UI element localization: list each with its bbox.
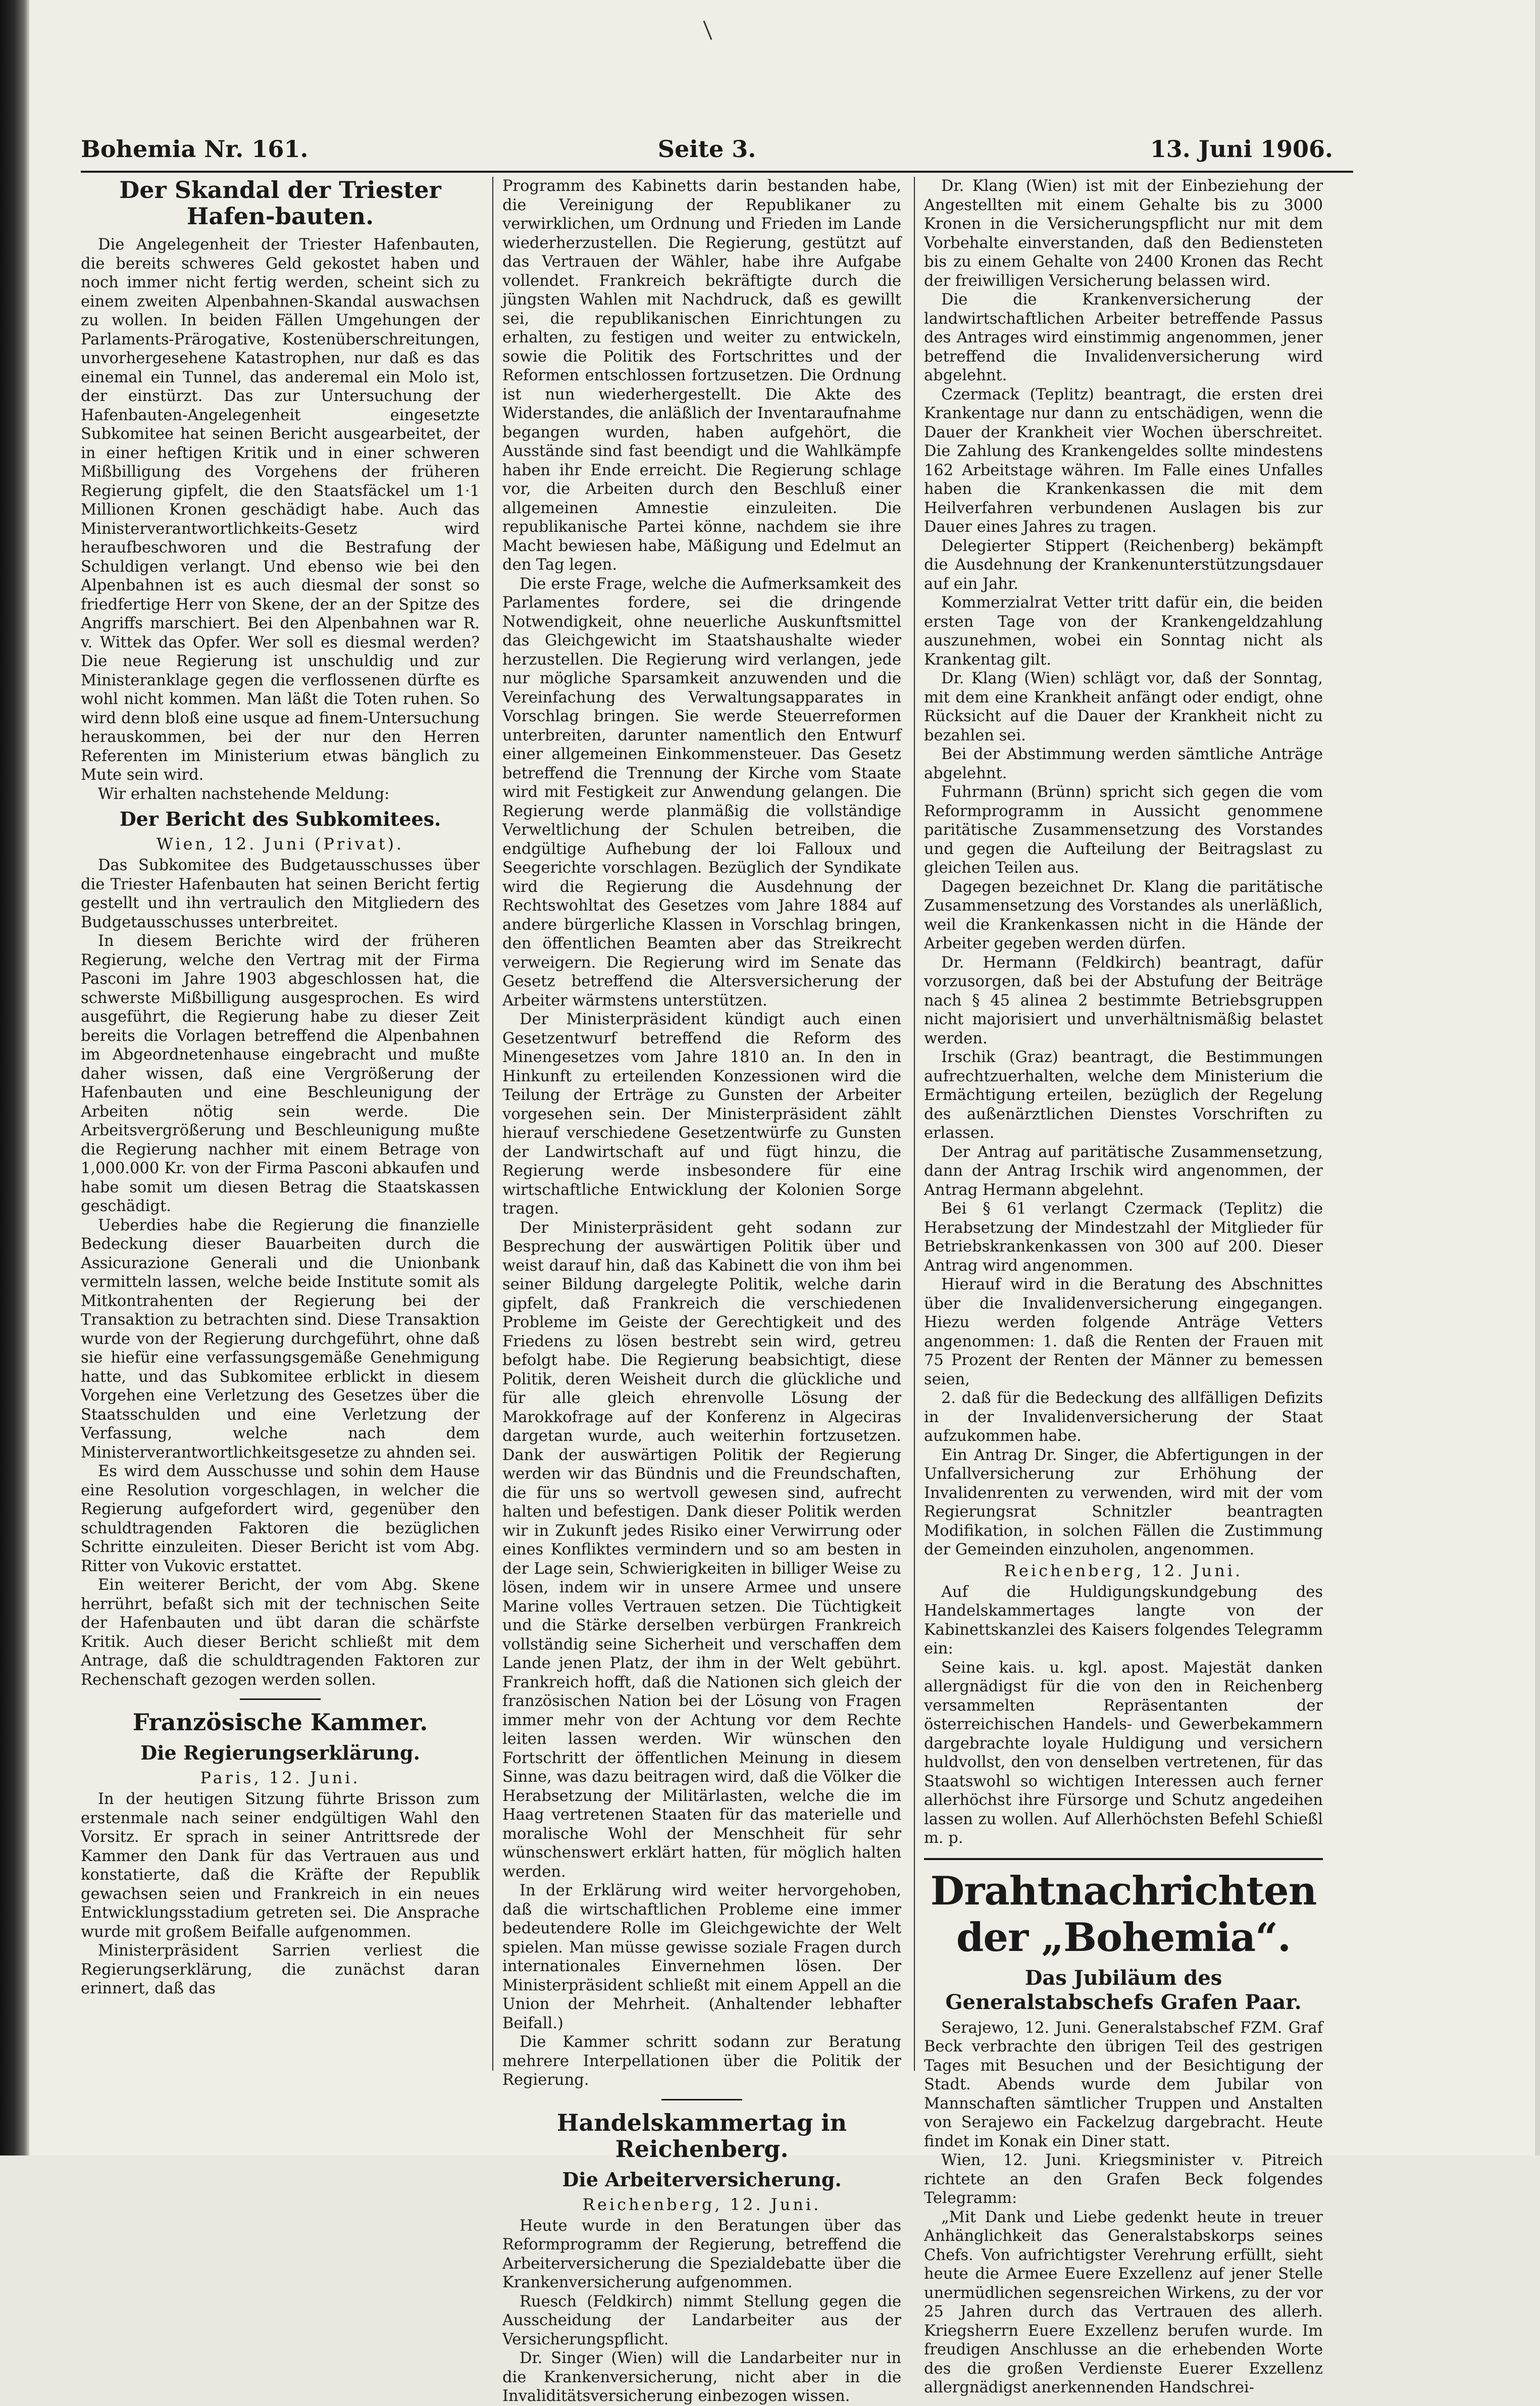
article-separator [240,1698,321,1700]
column-3 [924,177,1323,2397]
article-paragraph: 2. daß für die Bedeckung des allfälligen Defizits in der Invalidenversicherung der Staat aufzukommen habe. [924,1389,1323,1445]
article-paragraph: Der Ministerpräsident geht sodann zur Besprechung der auswärtigen Politik über und weist darauf hin, daß das Kabinett die von ihm bei seiner Bildung dargelegte Politik, welche darin gipfelt, daß Frankreich die verschiedenen Probleme im Geiste der Gerechtigkeit und des Friedens zu lösen bestrebt sein wird, getreu befolgt habe. Die Regierung beabsichtigt, diese Politik, deren Weisheit durch die glückliche und für alle gleich ehrenvolle Lösung der Marokkofrage auf der Konferenz in Algeciras dargetan wurde, auch weiterhin fortzusetzen. Dank der auswärtigen Politik der Regierung werden wir das Bündnis und die Freundschaften, die für uns so wertvoll gewesen sind, aufrecht halten und befestigen. Dank dieser Politik werden wir in Zukunft jedes Risiko einer Verwirrung oder eines Konfliktes vermindern und so am besten in der Lage sein, Schwierigkeiten in billiger Weise zu lösen, indem wir in unsere Armee und unsere Marine volles Vertrauen setzen. Die Tüchtigkeit und die Stärke derselben verbürgen Frankreich vollständig seine Sicherheit und verschaffen dem Lande jenen Platz, der ihm in der Welt gebührt. Frankreich hofft, daß die Nationen sich gleich der französischen Nation bei der Lösung von Fragen immer mehr von der Achtung vor dem Rechte leiten lassen werden. Wir wünschen den Fortschritt der öffentlichen Meinung in diesem Sinne, was dazu beitragen wird, daß die Völker die Herabsetzung der Militärlasten, welche die im Haag vertretenen Staaten für das materielle und moralische Wohl der Menschheit für sehr wünschenswert erklärt hatten, für möglich halten werden. [502,1219,901,1881]
article-paragraph: Hierauf wird in die Beratung des Abschnittes über die Invalidenversicherung eingegangen. Hiezu werden folgende Anträge Vetters angenommen: 1. daß die Renten der Frauen mit 75 Prozent der Renten der Männer zu bemessen seien, [924,1276,1323,1388]
article-paragraph: In der Erklärung wird weiter hervorgehoben, daß die wirtschaftlichen Probleme eine immer bedeutendere Rolle im Gleichgewichte der Welt spielen. Man müsse gewisse soziale Fragen durch internationales Einvernehmen lösen. Der Ministerpräsident schließt mit einem Appell an die Union der Mehrheit. (Anhaltender lebhafter Beifall.) [502,1882,901,2032]
article-paragraph: Das Subkomitee des Budgetausschusses über die Triester Hafenbauten hat seinen Bericht fertig gestellt und ihn vertraulich den Mitgliedern des Budgetausschusses unterbreitet. [81,857,480,931]
article-title-kammer: Französische Kammer. [132,1709,428,1736]
dateline: Reichenberg, 12. Juni. [582,2194,822,2214]
article-paragraph: In diesem Berichte wird der früheren Regierung, welche den Vertrag mit der Firma Pasconi im Jahre 1903 abgeschlossen hat, die schwerste Mißbilligung ausgesprochen. Es wird ausgeführt, die Regierung habe zu dieser Zeit bereits die Vorlagen betreffend die Alpenbahnen im Abgeordnetenhause eingebracht und mußte daher wissen, daß eine Vergrößerung der Hafenbauten und eine Beschleunigung der Arbeiten nötig sein werde. Die Arbeitsvergrößerung und Beschleunigung mußte die Regierung nachher mit einem Betrage von 1,000.000 Kr. von der Firma Pasconi abkaufen und habe somit um diesen Betrag die Staatskassen geschädigt. [81,932,480,1215]
column-rule-2 [914,177,915,2071]
article-paragraph: Dr. Singer (Wien) will die Landarbeiter nur in die Krankenversicherung, nicht aber in die Invaliditätsversicherung einbezogen wissen. [502,2349,901,2405]
article-paragraph: Ruesch (Feldkirch) nimmt Stellung gegen die Ausscheidung der Landarbeiter aus der Versicherungspflicht. [502,2292,901,2348]
article-paragraph: Die Angelegenheit der Triester Hafenbauten, die bereits schweres Geld gekostet haben und noch immer nicht fertig werden, scheint sich zu einem zweiten Alpenbahnen-Skandal auswachsen zu wollen. In beiden Fällen Umgehungen der Parlaments-Prärogative, Kostenüberschreitungen, unvorhergesehene Katastrophen, nur daß es das einemal ein Tunnel, das anderemal ein Molo ist, der einstürzt. Das zur Untersuchung der Hafenbauten-Angelegenheit eingesetzte Subkomitee hat seinen Bericht ausgearbeitet, der in einer heftigen Kritik und in einer schweren Mißbilligung des Vorgehens der früheren Regierung gipfelt, die den Staatsfäckel um 1·1 Millionen Kronen geschädigt habe. Auch das Ministerverantwortlichkeits-Gesetz wird heraufbeschworen und die Bestrafung der Schuldigen verlangt. Und ebenso wie bei den Alpenbahnen ist es auch diesmal der sonst so friedfertige Herr von Skene, der an der Spitze des Angriffs marschiert. Bei den Alpenbahnen war R. v. Wittek das Opfer. Wer soll es diesmal werden? Die neue Regierung ist unschuldig und zur Ministeranklage gegen die verflossenen dürfte es wohl nicht kommen. Man läßt die Toten ruhen. So wird denn bloß eine usque ad finem-Untersuchung herauskommen, bei der nur den Herren Referenten im Ministerium etwas bänglich zu Mute sein wird. [81,236,480,784]
dateline: Reichenberg, 12. Juni. [1004,1561,1243,1580]
article-paragraph: Ein weiterer Bericht, der vom Abg. Skene herrührt, befaßt sich mit der technischen Seite der Hafenbauten und übt daran die schärfste Kritik. Auch dieser Bericht schließt mit dem Antrage, daß die schuldtragenden Faktoren zur Rechenschaft gezogen werden sollen. [81,1576,480,1689]
article-paragraph: Seine kais. u. kgl. apost. Majestät danken allergnädigst für die von den in Reichenberg versammelten Repräsentanten der österreichischen Handels- und Gewerbekammern dargebrachte loyale Huldigung und versichern huldvollst, den von denselben vertretenen, für das Staatswohl so wichtigen Interessen auch ferner allerhöchst ihre Fürsorge und Schutz angedeihen lassen zu wollen. Auf Allerhöchsten Befehl Schießl m. p. [924,1659,1323,1847]
article-paragraph: Dagegen bezeichnet Dr. Klang die paritätische Zusammensetzung des Vorstandes als unerläßlich, weil die Krankenkassen nicht in die Hände der Arbeiter gegeben werden dürfen. [924,878,1323,953]
article-paragraph: Wien, 12. Juni. Kriegsminister v. Pitreich richtete an den Grafen Beck folgendes Telegramm: [924,2151,1323,2207]
article-paragraph: Fuhrmann (Brünn) spricht sich gegen die vom Reformprogramm in Aussicht genommene paritätische Zusammensetzung des Vorstandes und gegen die Aufteilung der Beitragslast zu gleichen Teilen aus. [924,783,1323,877]
article-paragraph: Die die Krankenversicherung der landwirtschaftlichen Arbeiter betreffende Passus des Antrages wird einstimmig angenommen, jener betreffend die Invalidenversicherung wird abgelehnt. [924,291,1323,384]
article-paragraph: Kommerzialrat Vetter tritt dafür ein, die beiden ersten Tage von der Krankengeldzahlung auszunehmen, wobei ein Sonntag nicht als Krankentag gilt. [924,594,1323,669]
article-paragraph: Delegierter Stippert (Reichenberg) bekämpft die Ausdehnung der Krankenunterstützungsdauer auf ein Jahr. [924,537,1323,593]
article-paragraph: Serajewo, 12. Juni. Generalstabschef FZM. Graf Beck verbrachte den übrigen Teil des gestrigen Tages mit Besuchen und der Besichtigung der Stadt. Abends wurde dem Jubilar von Mannschaften sämtlicher Truppen und Anstalten von Serajewo ein Fackelzug dargebracht. Heute findet im Konak ein Diner statt. [924,2019,1323,2150]
page-header [81,135,1333,171]
article-paragraph: Dr. Hermann (Feldkirch) beantragt, dafür vorzusorgen, daß bei der Abstufung der Beiträge nach § 45 alinea 2 bestimmte Betriebsgruppen nicht majorisiert und unverhältnismäßig belastet werden. [924,954,1323,1047]
article-paragraph: „Mit Dank und Liebe gedenkt heute in treuer Anhänglichkeit das Generalstabskorps seines Chefs. Von aufrichtigster Verehrung erfüllt, sieht heute die Armee Euere Exzellenz auf jener Stelle unermüdlichen segensreichen Wirkens, zu der vor 25 Jahren durch das Vertrauen des allerh. Kriegsherrn Euere Exzellenz berufen wurde. Im freudigen Anschlusse an die erhebenden Worte des die großen Verdienste Euerer Exzellenz allergnädigst anerkennenden Handschrei- [924,2208,1323,2396]
article-paragraph: Auf die Huldigungskundgebung des Handelskammertages langte von der Kabinettskanzlei des Kaisers folgendes Telegramm ein: [924,1583,1323,1658]
header-date: 13. Juni 1906. [1150,135,1333,163]
header-page-number: Seite 3. [657,135,756,163]
article-paragraph: Bei § 61 verlangt Czermack (Teplitz) die Herabsetzung der Mindestzahl der Mitglieder für Betriebskrankenkassen von 300 auf 200. Dieser Antrag wird angenommen. [924,1200,1323,1275]
scan-right-edge [1535,0,1540,2156]
article-paragraph: Ministerpräsident Sarrien verliest die Regierungserklärung, die zunächst daran erinnert, daß das [81,1942,480,1997]
column-1 [81,177,480,1998]
scan-binding-edge [0,0,29,2156]
article-paragraph: Programm des Kabinetts darin bestanden habe, die Vereinigung der Republikaner zu verwirklichen, um Ordnung und Frieden im Lande wiederherzustellen. Die Regierung, gestützt auf das Vertrauen der Wähler, habe ihre Aufgabe vollendet. Frankreich bekräftigte durch die jüngsten Wahlen mit Nachdruck, daß es gewillt sei, die republikanischen Einrichtungen zu erhalten, zu festigen und weiter zu entwickeln, sowie die Politik des Fortschrittes und der Reformen entschlossen fortzusetzen. Die Ordnung ist nun wiederhergestellt. Die Akte des Widerstandes, die anläßlich der Inventaraufnahme begangen wurden, haben aufgehört, die Ausstände sind fast beendigt und die Wahlkämpfe haben ihr Ende erreicht. Die Regierung schlage vor, die Arbeiten durch den Beschluß einer allgemeinen Amnestie einzuleiten. Die republikanische Partei könne, nachdem sie ihre Macht bewiesen habe, Mäßigung und Edelmut an den Tag legen. [502,177,901,574]
article-paragraph: Dr. Klang (Wien) schlägt vor, daß der Sonntag, mit dem eine Krankheit anfängt oder endigt, ohne Rücksicht auf die Dauer der Krankheit nicht zu bezahlen sei. [924,670,1323,744]
article-paragraph: Heute wurde in den Beratungen über das Reformprogramm der Regierung, betreffend die Arbeiterversicherung die Spezialdebatte über die Krankenversicherung aufgenommen. [502,2217,901,2291]
article-title-jubilaeum: Das Jubiläum des Generalstabschefs Grafen Paar. [945,1966,1302,2014]
article-paragraph: Der Antrag auf paritätische Zusammensetzung, dann der Antrag Irschik wird angenommen, der Antrag Hermann abgelehnt. [924,1143,1323,1199]
article-paragraph: Der Ministerpräsident kündigt auch einen Gesetzentwurf betreffend die Reform des Minengesetzes vom Jahre 1810 an. In den in Hinkunft zu erteilenden Konzessionen wird die Teilung der Erträge zu Gunsten der Arbeiter vorgesehen sein. Der Ministerpräsident zählt hierauf verschiedene Gesetzentwürfe zu Gunsten der Landwirtschaft auf und fügt hinzu, die Regierung werde insbesondere für eine wirtschaftliche Entwicklung der Kolonien Sorge tragen. [502,1011,901,1218]
article-separator [661,2099,742,2100]
article-paragraph: In der heutigen Sitzung führte Brisson zum erstenmale nach seiner endgültigen Wahl den Vorsitz. Er sprach in seiner Antrittsrede der Kammer den Dank für das Vertrauen aus und konstatierte, daß die Kräfte der Republik gewachsen seien und Frankreich in ein neues Entwicklungsstadium getreten sei. Die Ansprache wurde mit großem Beifalle aufgenommen. [81,1790,480,1941]
article-paragraph: Ein Antrag Dr. Singer, die Abfertigungen in der Unfallversicherung zur Erhöhung der Invalidenrenten zu verwenden, wird mit der vom Regierungsrat Schnitzler beantragten Modifikation, in solchen Fällen die Zustimmung der Gemeinden einzuholen, angenommen. [924,1446,1323,1559]
section-masthead-drahtnachrichten: Drahtnachrichten der „Bohemia“. [924,1858,1323,1961]
article-paragraph: Dr. Klang (Wien) ist mit der Einbeziehung der Angestellten mit einem Gehalte bis zu 3000 Kronen in die Versicherungspflicht nur mit dem Vorbehalte einverstanden, daß den Bediensteten bis zu einem Gehalte von 2400 Kronen das Recht der freiwilligen Versicherung belassen wird. [924,177,1323,290]
header-issue: Bohemia Nr. 161. [81,135,309,163]
article-paragraph: Bei der Abstimmung werden sämtliche Anträge abgelehnt. [924,745,1323,782]
article-paragraph: Irschik (Graz) beantragt, die Bestimmungen aufrechtzuerhalten, welche dem Ministerium die Ermächtigung erteilen, bezüglich der Regelung des außenärztlichen Dienstes Vorschriften zu erlassen. [924,1048,1323,1142]
dateline: Paris, 12. Juni. [200,1768,361,1787]
header-rule [81,171,1353,173]
article-subtitle: Die Arbeiterversicherung. [562,2168,842,2191]
article-paragraph: Es wird dem Ausschusse und sohin dem Hause eine Resolution vorgeschlagen, in welcher die Regierung aufgefordert wird, gegenüber den schuldtragenden Faktoren die bezüglichen Schritte einzuleiten. Dieser Bericht ist vom Abg. Ritter von Vukovic erstattet. [81,1463,480,1575]
article-title-handelskammertag: Handelskammertag in Reichenberg. [556,2109,847,2163]
article-subtitle: Die Regierungserklärung. [140,1741,420,1764]
article-paragraph: Czermack (Teplitz) beantragt, die ersten drei Krankentage nur dann zu entschädigen, wenn die Dauer der Krankheit vier Wochen überschreitet. Die Zahlung des Krankengeldes sollte mindestens 162 Arbeitstage währen. Im Falle eines Unfalles haben die Krankenkassen die mit dem Heilverfahren verbundenen Auslagen bis zur Dauer eines Jahres zu tragen. [924,385,1323,536]
article-paragraph: Die Kammer schritt sodann zur Beratung mehrere Interpellationen über die Politik der Regierung. [502,2033,901,2089]
article-subtitle: Der Bericht des Subkomitees. [119,808,441,830]
column-rule-1 [492,177,493,2071]
column-2 [502,177,901,2406]
article-paragraph: Die erste Frage, welche die Aufmerksamkeit des Parlamentes fordere, sei die dringende Notwendigkeit, ohne neuerliche Auskunftsmittel das Gleichgewicht im Staatshaushalte wieder herzustellen. Die Regierung wird verlangen, jede nur mögliche Sparsamkeit anzuwenden und die Vereinfachung des Verwaltungsapparates in Vorschlag bringen. Sie werde Steuerreformen unterbreiten, darunter namentlich den Entwurf einer allgemeinen Einkommensteuer. Das Gesetz betreffend die Trennung der Kirche vom Staate wird mit Festigkeit zur Anwendung gelangen. Die Regierung werde planmäßig die vollständige Verweltlichung der Schulen betreiben, die endgültige Aufhebung der loi Falloux und Seegerichte vorschlagen. Bezüglich der Syndikate wird die Regierung die Ausdehnung der Rechtswohltat des Gesetzes vom Jahre 1884 auf andere bürgerliche Klassen in Vorschlag bringen, den öffentlichen Beamten aber das Streikrecht verweigern. Die Regierung wird im Senate das Gesetz betreffend die Altersversicherung der Arbeiter wärmstens unterstützen. [502,575,901,1010]
article-paragraph: Wir erhalten nachstehende Meldung: [98,785,390,803]
article-title-triest: Der Skandal der Triester Hafen-bauten. [119,176,441,230]
article-paragraph: Ueberdies habe die Regierung die finanzielle Bedeckung dieser Bauarbeiten durch die Assicurazione Generali und die Unionbank vermitteln lassen, welche beide Institute somit als Mitkontrahenten der Regierung bei der Transaktion zu betrachten sind. Diese Transaktion wurde von der Regierung durchgeführt, ohne daß sie hiefür eine verfassungsgemäße Genehmigung hatte, und das Subkomitee erblickt in diesem Vorgehen eine Verletzung des Gesetzes über die Staatsschulden und eine Verletzung der Verfassung, welche nach dem Ministerverantwortlichkeitsgesetze zu ahnden sei. [81,1216,480,1462]
dateline: Wien, 12. Juni (Privat). [156,834,404,854]
scan-mark [703,21,712,40]
